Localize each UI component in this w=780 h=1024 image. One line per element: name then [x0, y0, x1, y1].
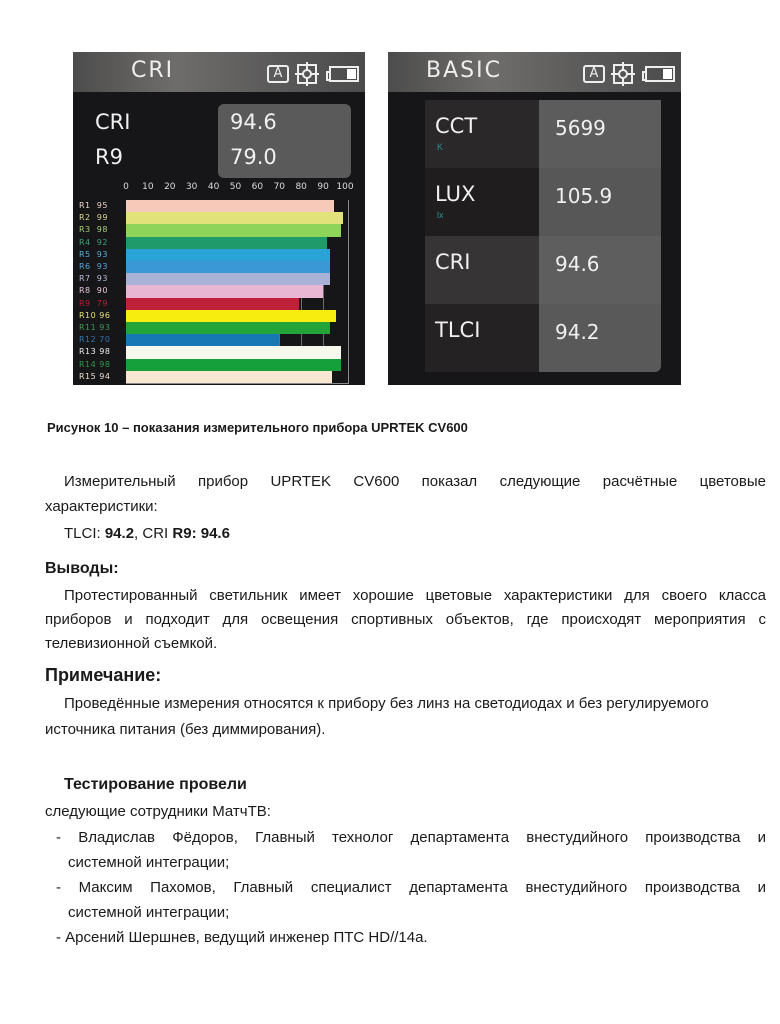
metric-row-cri — [425, 236, 661, 304]
chart-bar — [126, 285, 323, 297]
cri-value: 94.6 — [230, 110, 277, 134]
x-tick-label: 20 — [164, 182, 176, 192]
x-tick-label: 30 — [185, 182, 198, 192]
chart-row-label: R6 93 — [79, 262, 108, 271]
auto-mode-icon: A — [267, 65, 289, 83]
chart-bar — [126, 322, 330, 334]
x-tick-label: 0 — [123, 182, 129, 192]
basic-screen-title: BASIC — [426, 58, 502, 83]
metric-value: 5699 — [555, 116, 606, 140]
chart-row-label: R1 95 — [79, 201, 108, 210]
metric-row-lux — [425, 168, 661, 236]
metric-unit: lx — [437, 210, 444, 220]
metric-label: LUX — [435, 182, 476, 206]
chart-row-label: R5 93 — [79, 249, 108, 259]
chart-row-label: R10 96 — [79, 310, 111, 320]
chart-bar — [126, 298, 299, 310]
chart-bar — [126, 249, 330, 261]
chart-row-label: R12 70 — [79, 335, 111, 345]
r9-label: R9 — [95, 145, 123, 169]
chart-bar-row — [126, 200, 345, 212]
chart-bar — [126, 212, 343, 224]
basic-metrics-table — [425, 100, 661, 372]
tester-1-line-2: системной интеграции; — [68, 854, 230, 871]
chart-bar-row — [126, 359, 345, 371]
chart-bar — [126, 334, 279, 346]
x-tick-label: 90 — [317, 182, 329, 192]
x-tick-label: 100 — [336, 182, 354, 192]
chart-bar — [126, 359, 341, 371]
chart-row-label: R4 92 — [79, 237, 108, 247]
metric-value: 94.2 — [555, 320, 600, 344]
chart-row-label: R3 98 — [79, 225, 108, 235]
note-line-2: источника питания (без диммирования). — [45, 721, 326, 738]
metric-label: CCT — [435, 114, 478, 138]
metric-unit: K — [437, 142, 444, 152]
battery-icon — [329, 66, 359, 82]
chart-bar-row — [126, 322, 345, 334]
note-heading: Примечание: — [45, 665, 162, 685]
metric-row-tlci — [425, 304, 661, 372]
chart-bar-row — [126, 310, 345, 322]
intro-paragraph-cont: характеристики: — [45, 498, 158, 515]
metrics-line: TLCI: 94.2, CRI R9: 94.6 — [64, 525, 230, 542]
chart-bar — [126, 261, 330, 273]
chart-bar-row — [126, 224, 345, 236]
intro-paragraph: Измерительный прибор UPRTEK CV600 показал следующие расчётные цветовые — [64, 473, 766, 490]
target-icon — [611, 62, 635, 86]
battery-icon — [645, 66, 675, 82]
note-line-1: Проведённые измерения относятся к прибору без линз на светодиодах и без регулируемого — [64, 695, 709, 712]
chart-row-label: R11 93 — [79, 323, 111, 332]
chart-bar — [126, 237, 327, 249]
tester-2-line-2: системной интеграции; — [68, 904, 230, 921]
basic-screen-photo — [388, 52, 681, 385]
chart-bar — [126, 346, 341, 358]
metric-label: TLCI — [435, 318, 481, 342]
chart-bar — [126, 310, 336, 322]
cri-bar-chart — [126, 200, 349, 384]
chart-x-axis — [123, 182, 354, 198]
chart-bar-row — [126, 298, 345, 310]
x-tick-label: 80 — [295, 182, 307, 192]
tester-2-line-1: - Максим Пахомов, Главный специалист департамента внестудийного производства и — [56, 879, 766, 896]
chart-row-label: R8 90 — [79, 286, 108, 296]
cri-screen-titlebar — [73, 52, 365, 92]
cri-readout — [83, 104, 351, 178]
chart-bar — [126, 200, 334, 212]
chart-bar — [126, 371, 332, 383]
testers-intro: следующие сотрудники МатчТВ: — [45, 803, 271, 820]
x-tick-label: 60 — [251, 182, 264, 192]
tester-3-line-1: - Арсений Шершнев, ведущий инженер ПТС HD//14а. — [56, 929, 428, 946]
metric-label: CRI — [435, 250, 471, 274]
readout-value-box — [218, 104, 351, 178]
chart-row-label: R7 93 — [79, 274, 108, 284]
chart-row-label: R13 98 — [79, 347, 111, 357]
chart-bar-row — [126, 346, 345, 358]
chart-row-label: R2 99 — [79, 213, 108, 223]
conclusions-line-1: Протестированный светильник имеет хорошие цветовые характеристики для своего класса — [64, 587, 766, 604]
auto-mode-icon: A — [583, 65, 605, 83]
chart-bar — [126, 224, 341, 236]
cri-screen-title: CRI — [131, 58, 175, 83]
chart-bar-row — [126, 261, 345, 273]
chart-bar-row — [126, 249, 345, 261]
cri-label: CRI — [95, 110, 131, 134]
chart-bar-row — [126, 273, 345, 285]
chart-bar-row — [126, 334, 345, 346]
x-tick-label: 50 — [229, 182, 242, 192]
cri-screen-photo — [73, 52, 365, 385]
r9-value: 79.0 — [230, 145, 277, 169]
tester-1-line-1: - Владислав Фёдоров, Главный технолог департамента внестудийного производства и — [56, 829, 766, 846]
chart-row-label: R9 79 — [79, 298, 108, 308]
chart-bar-row — [126, 371, 345, 383]
chart-row-label: R14 98 — [79, 359, 111, 369]
target-icon — [295, 62, 319, 86]
conclusions-heading: Выводы: — [45, 560, 119, 577]
chart-bar-row — [126, 237, 345, 249]
chart-bar-row — [126, 285, 345, 297]
basic-screen-titlebar — [388, 52, 681, 92]
figure-caption: Рисунок 10 – показания измерительного прибора UPRTEK CV600 — [47, 420, 468, 435]
x-tick-label: 40 — [207, 182, 220, 192]
conclusions-line-2: приборов и подходит для освещения спортивных объектов, где происходят мероприятия с — [45, 611, 766, 628]
conclusions-line-3: телевизионной съемкой. — [45, 635, 218, 652]
testers-heading: Тестирование провели — [64, 776, 247, 793]
chart-bar-row — [126, 212, 345, 224]
metric-value: 105.9 — [555, 184, 613, 208]
metric-value: 94.6 — [555, 252, 600, 276]
x-tick-label: 10 — [142, 182, 154, 192]
chart-row-label: R15 94 — [79, 371, 111, 381]
chart-bar — [126, 273, 330, 285]
metric-row-cct — [425, 100, 661, 168]
x-tick-label: 70 — [273, 182, 286, 192]
